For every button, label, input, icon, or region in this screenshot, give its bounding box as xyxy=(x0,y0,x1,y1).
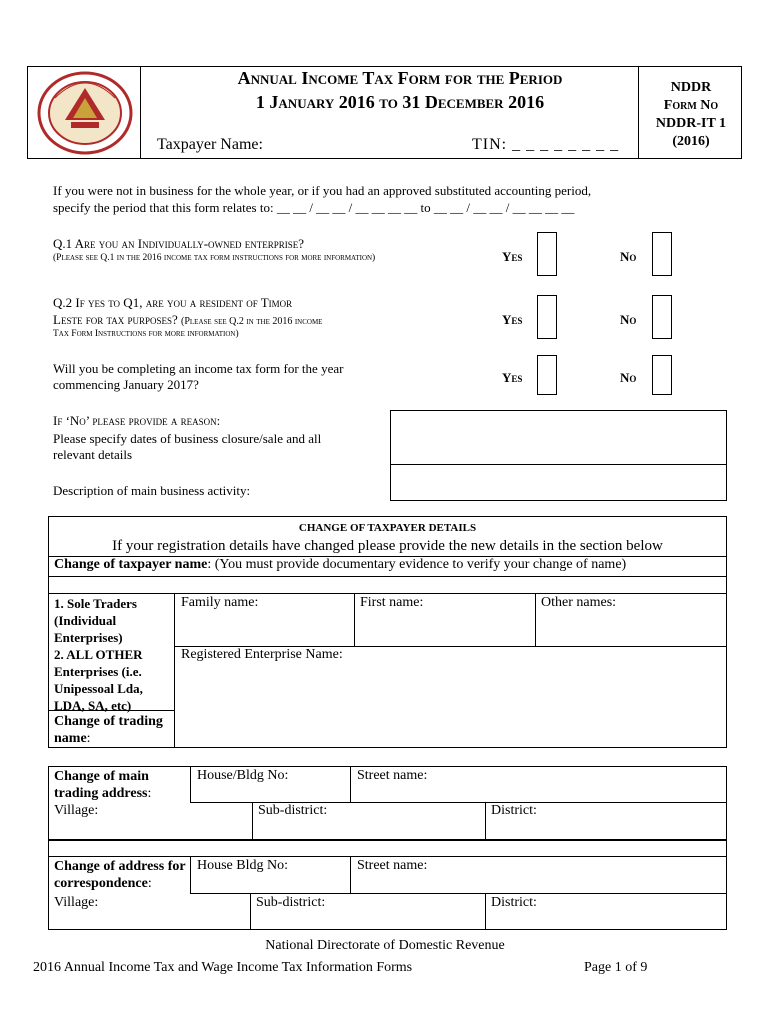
reason-line1: Please specify dates of business closure/sale and all xyxy=(53,431,322,446)
q1-yes-label: Yes xyxy=(502,249,523,264)
first-name-label[interactable]: First name: xyxy=(360,595,424,610)
main-address-colon: : xyxy=(147,786,152,801)
corr-village-label[interactable]: Village: xyxy=(54,895,99,910)
sole-traders-label: 1. Sole Traders (Individual Enterprises) xyxy=(54,596,137,645)
main-address-row xyxy=(54,768,190,802)
change-name-row xyxy=(54,557,626,573)
village-label[interactable]: Village: xyxy=(54,803,99,818)
q2-yes-label: Yes xyxy=(502,312,523,327)
q3-label-line1: Will you be completing an income tax form for the year xyxy=(53,361,344,376)
q1-no-label: No xyxy=(620,249,637,264)
form-title-line2: 1 January 2016 to 31 December 2016 xyxy=(255,92,545,112)
corr-sub-district-label[interactable]: Sub-district: xyxy=(256,895,326,910)
main-address-label: Change of main trading address xyxy=(54,769,149,801)
corr-house-bldg-label[interactable]: House Bldg No: xyxy=(197,858,288,873)
q3-yes-label: Yes xyxy=(502,370,523,385)
sub-district-label[interactable]: Sub-district: xyxy=(258,803,328,818)
other-names-label[interactable]: Other names: xyxy=(541,595,617,610)
q3-label-line2: commencing January 2017? xyxy=(53,377,199,392)
registered-name-label[interactable]: Registered Enterprise Name: xyxy=(181,647,343,662)
change-heading: CHANGE OF TAXPAYER DETAILS xyxy=(298,522,477,534)
reason-line2: relevant details xyxy=(53,447,133,462)
footer-forms-title: 2016 Annual Income Tax and Wage Income Tax Information Forms xyxy=(33,960,413,975)
side-form-no: Form No xyxy=(663,98,719,113)
q1-yes-checkbox[interactable] xyxy=(537,232,557,276)
change-name-label: Change of taxpayer name xyxy=(54,557,208,572)
reason-field[interactable] xyxy=(390,410,727,465)
q2-yes-checkbox[interactable] xyxy=(537,295,557,339)
district-label[interactable]: District: xyxy=(491,803,537,818)
q2-label-line2 xyxy=(53,312,322,328)
q2-note-line3: Tax Form Instructions for more information) xyxy=(53,329,239,339)
q2-no-label: No xyxy=(620,312,637,327)
period-line2: specify the period that this form relates to: __ __ / __ __ / __ __ __ __ to __ __ / __ __ / __ __ __ __ xyxy=(53,200,575,215)
q1-no-checkbox[interactable] xyxy=(652,232,672,276)
corr-street-name-label[interactable]: Street name: xyxy=(357,858,428,873)
rdtl-seal-icon xyxy=(35,70,135,156)
q2-label-line1: Q.2 If yes to Q1, are you a resident of Timor xyxy=(53,295,293,310)
reason-title: If ‘No’ please provide a reason: xyxy=(53,413,221,428)
q1-note: (Please see Q.1 in the 2016 income tax form instructions for more information) xyxy=(53,253,376,263)
corr-district-label[interactable]: District: xyxy=(491,895,537,910)
corr-address-label: Change of address for correspondence xyxy=(54,859,186,891)
period-line1: If you were not in business for the whole year, or if you had an approved substituted accounting period, xyxy=(53,183,592,198)
q2-note-inline: (Please see Q.2 in the 2016 income xyxy=(181,316,323,327)
change-intro: If your registration details have changed please provide the new details in the section below xyxy=(112,538,663,554)
q3-no-checkbox[interactable] xyxy=(652,355,672,395)
q2-label-line2-text: Leste for tax purposes? xyxy=(53,312,178,327)
trading-name-label: Change of trading name xyxy=(54,714,163,746)
footer-page: Page 1 of 9 xyxy=(584,960,648,975)
side-org: NDDR xyxy=(670,80,712,95)
all-other-label: 2. ALL OTHER Enterprises (i.e. Unipessoal Lda, LDA, SA, etc) xyxy=(54,647,143,713)
tin-label: TIN: _ _ _ _ _ _ _ _ xyxy=(472,136,620,153)
street-name-label[interactable]: Street name: xyxy=(357,768,428,783)
trading-name-row xyxy=(54,713,172,747)
family-name-label[interactable]: Family name: xyxy=(181,595,259,610)
house-bldg-label[interactable]: House/Bldg No: xyxy=(197,768,289,783)
form-title-line1: Annual Income Tax Form for the Period xyxy=(237,68,563,88)
q1-label: Q.1 Are you an Individually-owned enterprise? xyxy=(53,236,305,251)
footer-directorate: National Directorate of Domestic Revenue xyxy=(265,938,505,953)
taxpayer-name-label: Taxpayer Name: xyxy=(157,136,263,153)
side-year: (2016) xyxy=(672,134,710,149)
corr-address-row xyxy=(54,858,190,892)
q3-no-label: No xyxy=(620,370,637,385)
corr-address-colon: : xyxy=(147,876,152,891)
activity-label: Description of main business activity: xyxy=(53,483,251,498)
change-name-note: : (You must provide documentary evidence to verify your change of name) xyxy=(207,557,627,572)
side-code: NDDR-IT 1 xyxy=(655,116,727,131)
trading-name-colon: : xyxy=(86,731,91,746)
q2-no-checkbox[interactable] xyxy=(652,295,672,339)
activity-field[interactable] xyxy=(390,464,727,501)
q3-yes-checkbox[interactable] xyxy=(537,355,557,395)
